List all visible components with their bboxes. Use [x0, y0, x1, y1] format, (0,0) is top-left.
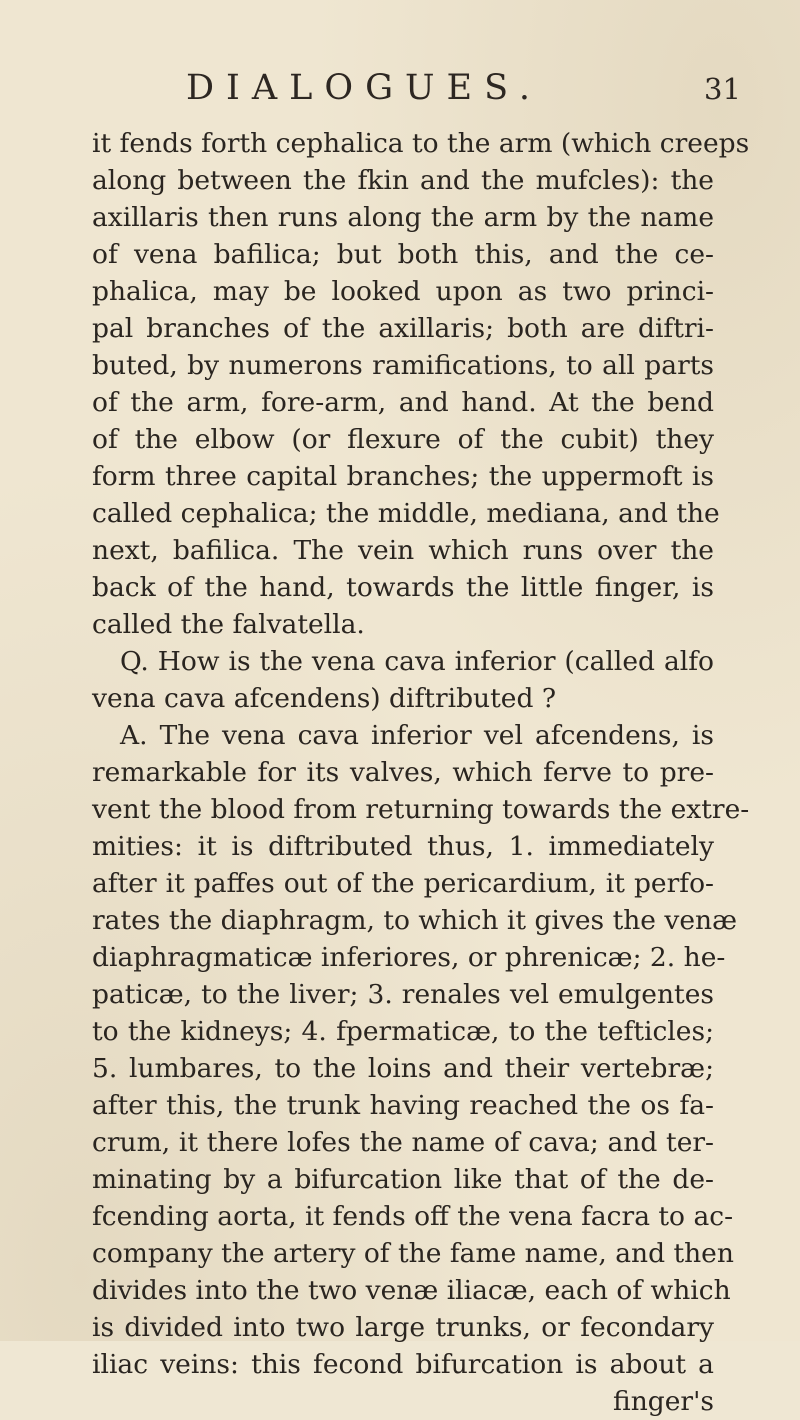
- text-line: minating by a bifurcation like that of the de-: [92, 1164, 714, 1195]
- text-line: remarkable for its valves, which ferve to pre-: [92, 757, 714, 788]
- text-line: of the elbow (or flexure of the cubit) they: [92, 424, 714, 455]
- text-line: divides into the two venæ iliacæ, each of which: [92, 1275, 731, 1306]
- text-line: next, bafilica. The vein which runs over the: [92, 535, 714, 566]
- text-line: is divided into two large trunks, or fecondary: [92, 1312, 714, 1343]
- text-line: fcending aorta, it fends off the vena facra to ac-: [92, 1201, 734, 1232]
- text-line: of the arm, fore-arm, and hand. At the bend: [92, 387, 714, 418]
- text-line: vena cava afcendens) diftributed ?: [92, 683, 557, 714]
- text-line: mities: it is diftributed thus, 1. immediately: [92, 831, 714, 862]
- text-line: after this, the trunk having reached the os fa-: [92, 1090, 714, 1121]
- text-line: crum, it there lofes the name of cava; and ter-: [92, 1127, 714, 1158]
- text-line: vent the blood from returning towards the extre-: [92, 794, 750, 825]
- text-line: phalica, may be looked upon as two princi-: [92, 276, 714, 307]
- text-line: iliac veins: this fecond bifurcation is about a: [92, 1349, 714, 1380]
- text-line: of vena bafilica; but both this, and the ce-: [92, 239, 714, 270]
- text-line: after it paffes out of the pericardium, it perfo-: [92, 868, 714, 899]
- answer-line: A. The vena cava inferior vel afcendens, is: [120, 720, 714, 751]
- running-title: DIALOGUES.: [186, 68, 542, 108]
- text-line: axillaris then runs along the arm by the name: [92, 202, 714, 233]
- text-line: it fends forth cephalica to the arm (which creeps: [92, 128, 750, 159]
- text-line: to the kidneys; 4. fpermaticæ, to the tefticles;: [92, 1016, 714, 1047]
- text-line: along between the fkin and the mufcles): the: [92, 165, 714, 196]
- text-line: paticæ, to the liver; 3. renales vel emulgentes: [92, 979, 714, 1010]
- text-line: 5. lumbares, to the loins and their vertebræ;: [92, 1053, 714, 1084]
- text-line: form three capital branches; the uppermoft is: [92, 461, 714, 492]
- body-text: [92, 125, 750, 1420]
- text-line: called cephalica; the middle, mediana, and the: [92, 498, 720, 529]
- text-line: company the artery of the fame name, and then: [92, 1238, 734, 1269]
- catchword: finger's: [613, 1386, 714, 1417]
- page-number: 31: [704, 72, 741, 106]
- running-head: [0, 68, 800, 108]
- text-line: back of the hand, towards the little finger, is: [92, 572, 714, 603]
- text-line: called the falvatella.: [92, 609, 365, 640]
- text-line: rates the diaphragm, to which it gives the venæ: [92, 905, 738, 936]
- question-line: Q. How is the vena cava inferior (called alfo: [120, 646, 714, 677]
- text-line: pal branches of the axillaris; both are diftri-: [92, 313, 714, 344]
- text-line: diaphragmaticæ inferiores, or phrenicæ; 2. he-: [92, 942, 726, 973]
- text-line: buted, by numerons ramifications, to all parts: [92, 350, 714, 381]
